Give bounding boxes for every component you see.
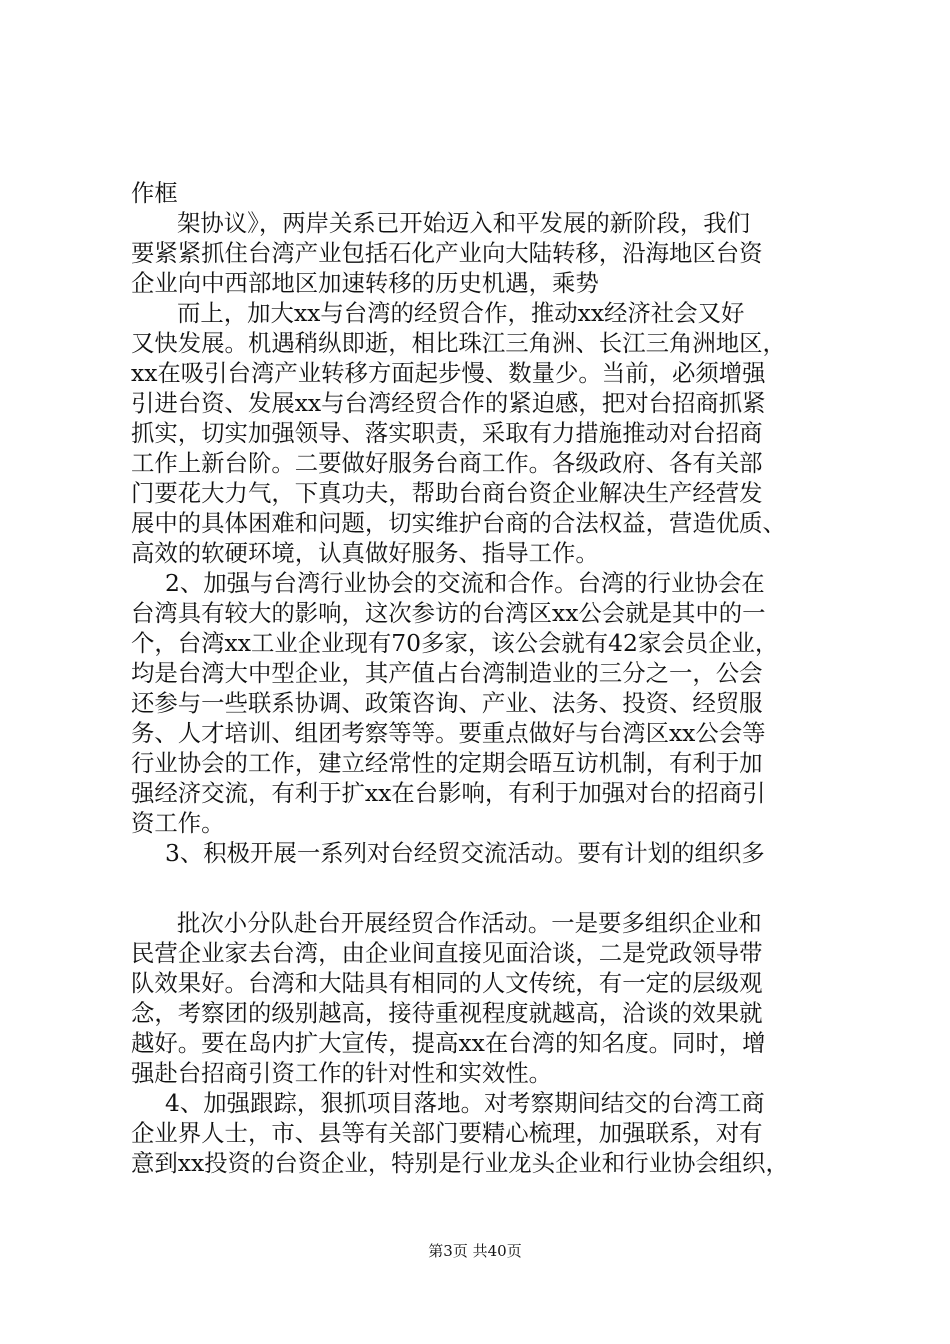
text-line: 意到xx投资的台资企业，特别是行业龙头企业和行业协会组织，	[131, 1149, 789, 1177]
text-line: 念，考察团的级别越高，接待重视程度就越高，洽谈的效果就	[131, 999, 763, 1027]
text-line: xx在吸引台湾产业转移方面起步慢、数量少。当前，必须增强	[131, 359, 766, 387]
text-line: 作框	[131, 179, 178, 207]
text-line: 2、加强与台湾行业协会的交流和合作。台湾的行业协会在	[165, 569, 765, 597]
text-line: 3、积极开展一系列对台经贸交流活动。要有计划的组织多	[165, 839, 765, 867]
text-line: 民营企业家去台湾，由企业间直接见面洽谈，二是党政领导带	[131, 939, 763, 967]
text-line: 行业协会的工作，建立经常性的定期会晤互访机制，有利于加	[131, 749, 763, 777]
text-line: 而上，加大xx与台湾的经贸合作，推动xx经济社会又好	[177, 299, 745, 327]
text-line: 引进台资、发展xx与台湾经贸合作的紧迫感，把对台招商抓紧	[131, 389, 766, 417]
text-line: 批次小分队赴台开展经贸合作活动。一是要多组织企业和	[177, 909, 762, 937]
text-line: 强赴台招商引资工作的针对性和实效性。	[131, 1059, 553, 1087]
text-line: 高效的软硬环境，认真做好服务、指导工作。	[131, 539, 599, 567]
text-line: 越好。要在岛内扩大宣传，提高xx在台湾的知名度。同时，增	[131, 1029, 766, 1057]
text-line: 资工作。	[131, 809, 225, 837]
page-footer: 第3页 共40页	[428, 1242, 522, 1260]
text-line: 要紧紧抓住台湾产业包括石化产业向大陆转移，沿海地区台资	[131, 239, 763, 267]
text-line: 个，台湾xx工业企业现有70多家，该公会就有42家会员企业，	[131, 629, 779, 657]
text-line: 队效果好。台湾和大陆具有相同的人文传统，有一定的层级观	[131, 969, 763, 997]
text-line: 企业界人士，市、县等有关部门要精心梳理，加强联系，对有	[131, 1119, 763, 1147]
text-line: 抓实，切实加强领导、落实职责，采取有力措施推动对台招商	[131, 419, 763, 447]
text-line: 还参与一些联系协调、政策咨询、产业、法务、投资、经贸服	[131, 689, 763, 717]
text-line: 展中的具体困难和问题，切实维护台商的合法权益，营造优质、	[131, 509, 786, 537]
text-line: 架协议》，两岸关系已开始迈入和平发展的新阶段，我们	[177, 209, 751, 237]
text-line: 均是台湾大中型企业，其产值占台湾制造业的三分之一，公会	[131, 659, 763, 687]
text-line: 门要花大力气，下真功夫，帮助台商台资企业解决生产经营发	[131, 479, 763, 507]
text-line: 4、加强跟踪，狠抓项目落地。对考察期间结交的台湾工商	[165, 1089, 765, 1117]
text-line: 强经济交流，有利于扩xx在台影响，有利于加强对台的招商引	[131, 779, 766, 807]
text-line: 工作上新台阶。二要做好服务台商工作。各级政府、各有关部	[131, 449, 763, 477]
text-line: 务、人才培训、组团考察等等。要重点做好与台湾区xx公会等	[131, 719, 766, 747]
text-line: 企业向中西部地区加速转移的历史机遇，乘势	[131, 269, 599, 297]
text-line: 台湾具有较大的影响，这次参访的台湾区xx公会就是其中的一	[131, 599, 766, 627]
text-line: 又快发展。机遇稍纵即逝，相比珠江三角洲、长江三角洲地区，	[131, 329, 786, 357]
